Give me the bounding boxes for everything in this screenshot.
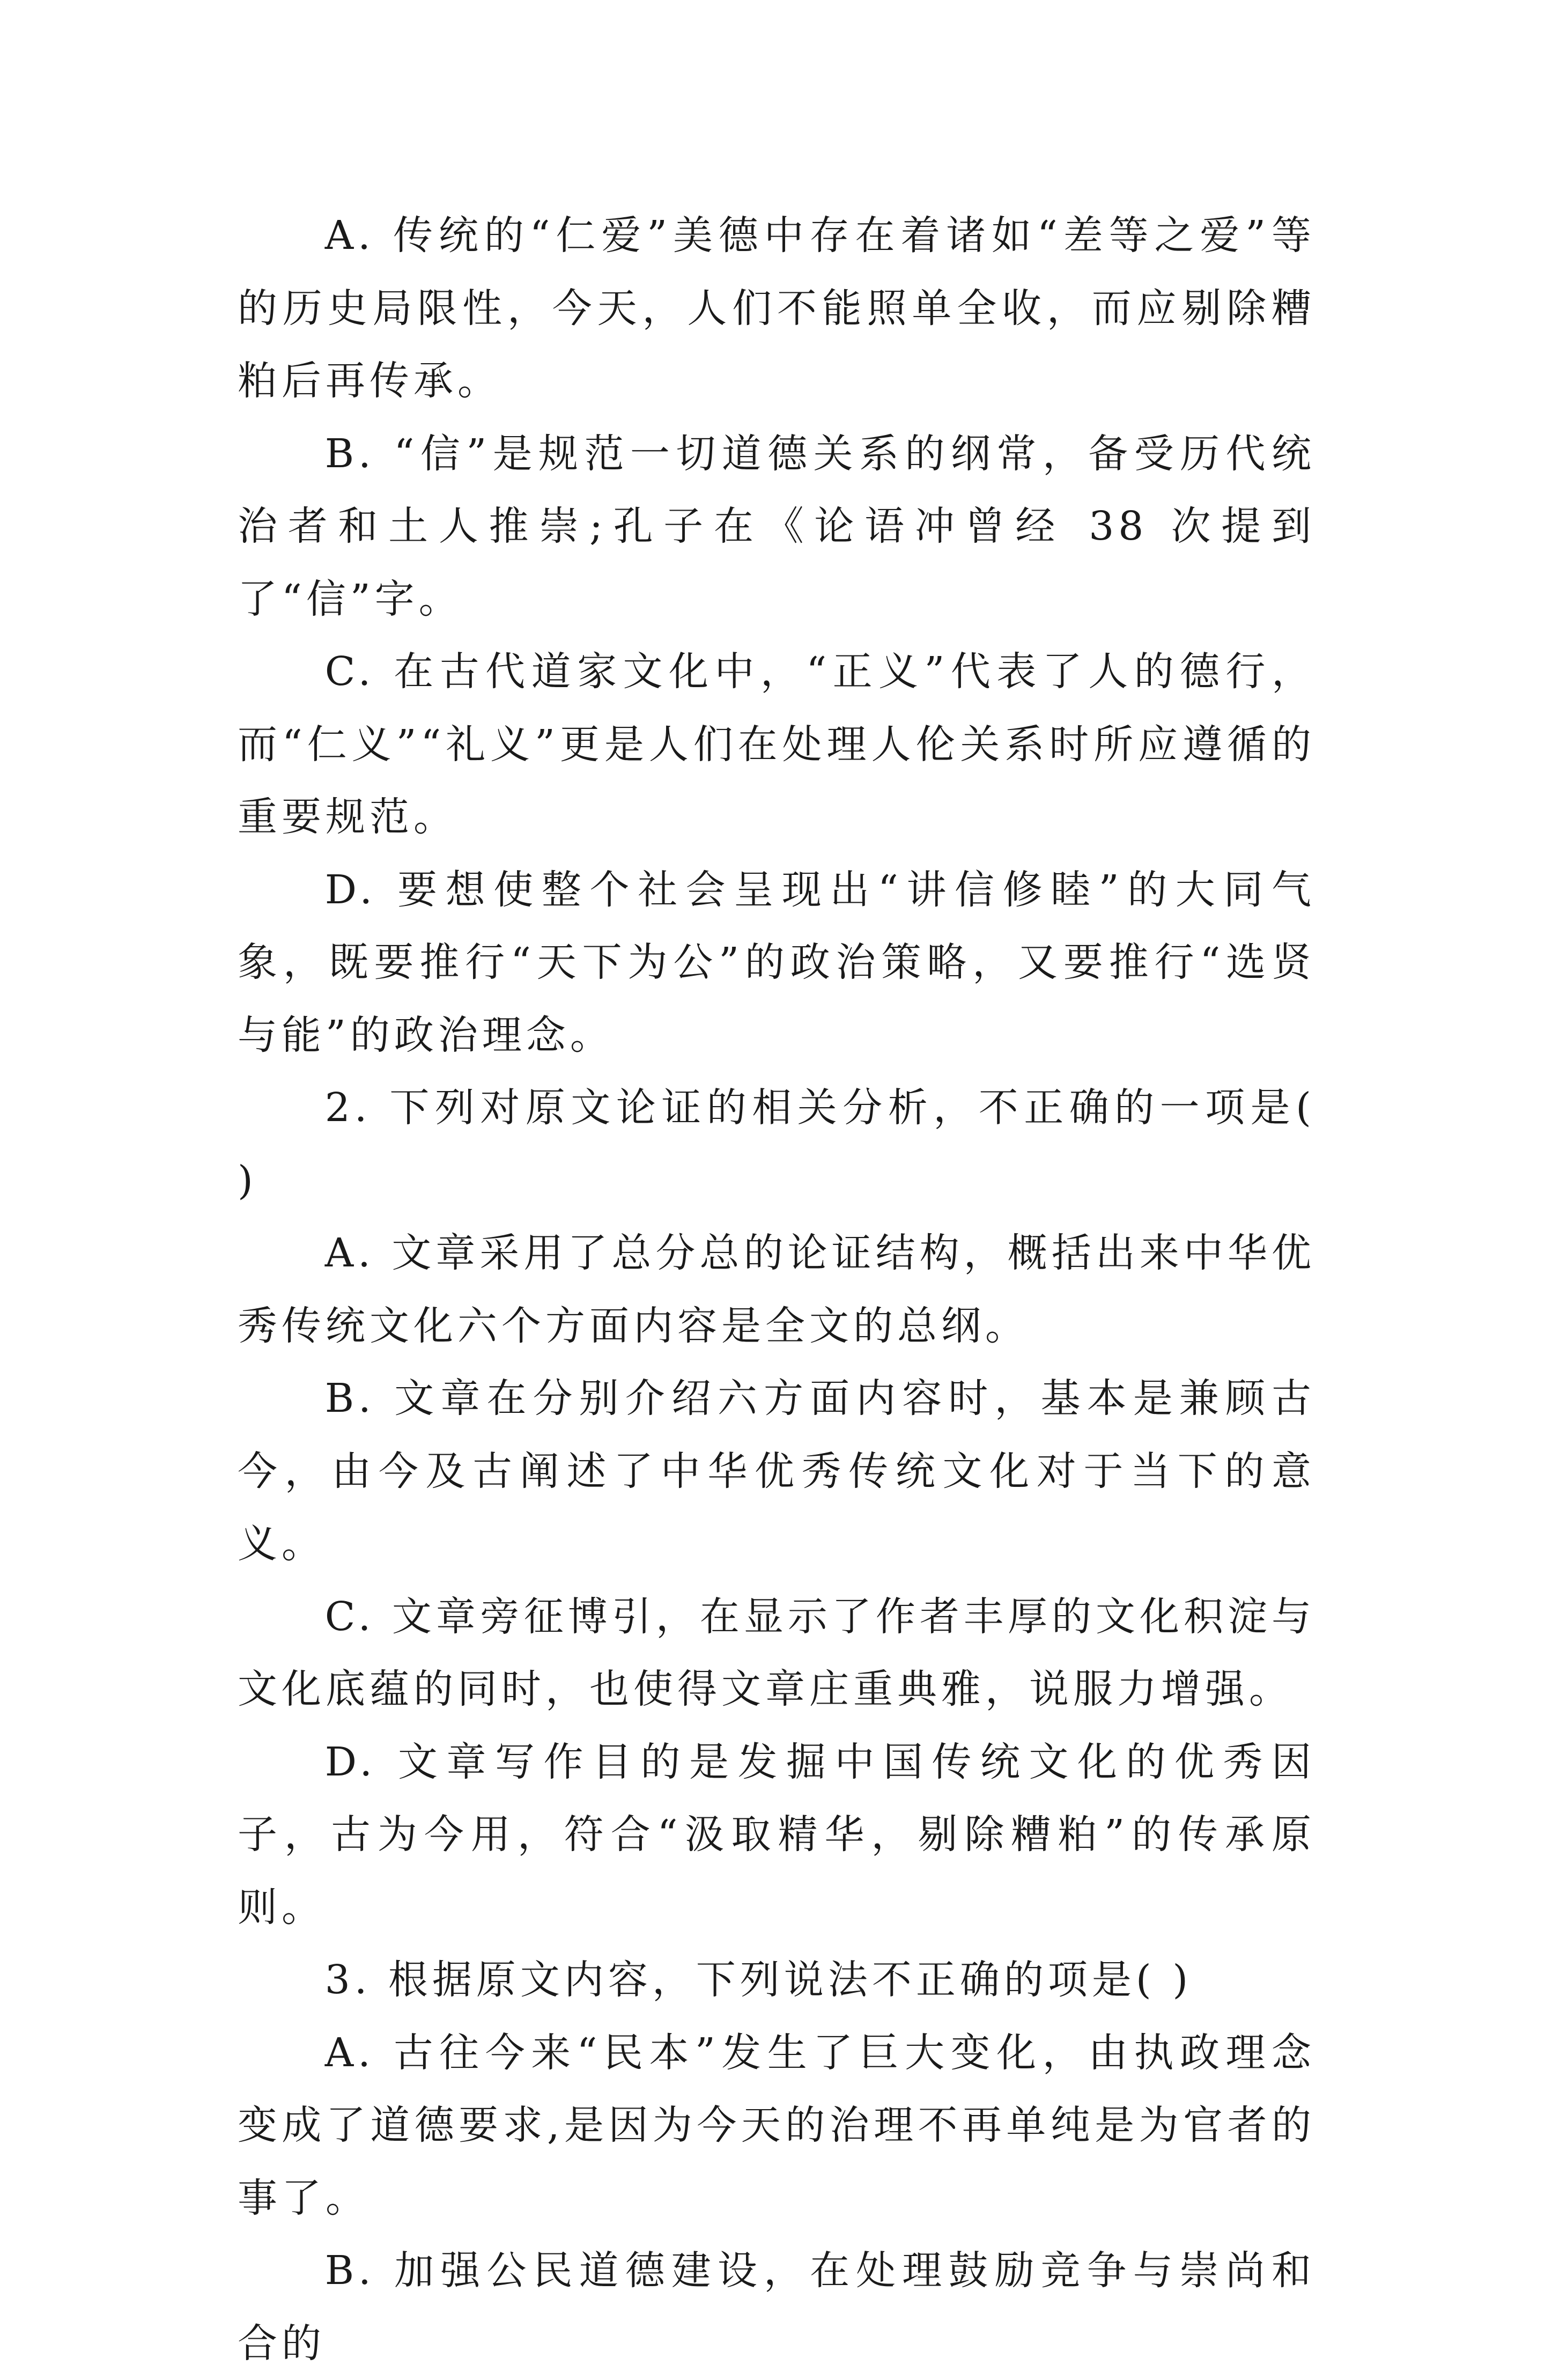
question-2-stem: 2. 下列对原文论证的相关分析，不正确的一项是( ) <box>238 1085 1315 1204</box>
q3-option-b: B. 加强公民道德建设，在处理鼓励竞争与崇尚和合的 <box>238 2248 1315 2367</box>
option-d-paragraph: D. 要想使整个社会呈现出“讲信修睦”的大同气象，既要推行“天下为公”的政治策略，又要推行“选贤与能”的政治理念。 <box>238 866 1315 1058</box>
option-a-paragraph: A. 传统的“仁爱”美德中存在着诸如“差等之爱”等的历史局限性，今天，人们不能照单全收，而应剔除糟粕后再传承。 <box>238 212 1315 404</box>
question-3-stem: 3. 根据原文内容，下列说法不正确的项是( ) <box>324 1957 1193 2003</box>
q2-option-c: C. 文章旁征博引，在显示了作者丰厚的文化积淀与文化底蕴的同时，也使得文章庄重典雅，说服力增强。 <box>238 1593 1315 1712</box>
q2-option-a: A. 文章采用了总分总的论证结构，概括出来中华优秀传统文化六个方面内容是全文的总纲。 <box>238 1230 1315 1349</box>
q3-option-a: A. 古往今来“民本”发生了巨大变化，由执政理念变成了道德要求,是因为今天的治理不再单纯是为官者的事了。 <box>238 2029 1315 2221</box>
option-c-paragraph: C. 在古代道家文化中，“正义”代表了人的德行，而“仁义”“礼义”更是人们在处理人伦关系时所应遵循的重要规范。 <box>238 649 1315 840</box>
q2-option-d: D. 文章写作目的是发掘中国传统文化的优秀因子，古为今用，符合“汲取精华，剔除糟粕”的传承原则。 <box>238 1738 1315 1930</box>
q2-option-b: B. 文章在分别介绍六方面内容时，基本是兼顾古今，由今及古阐述了中华优秀传统文化对于当下的意义。 <box>238 1375 1315 1567</box>
option-b-paragraph: B. “信”是规范一切道德关系的纲常，备受历代统治者和土人推崇;孔子在《论语冲曾经 38 次提到了“信”字。 <box>238 430 1315 622</box>
document-body <box>238 200 1315 2380</box>
